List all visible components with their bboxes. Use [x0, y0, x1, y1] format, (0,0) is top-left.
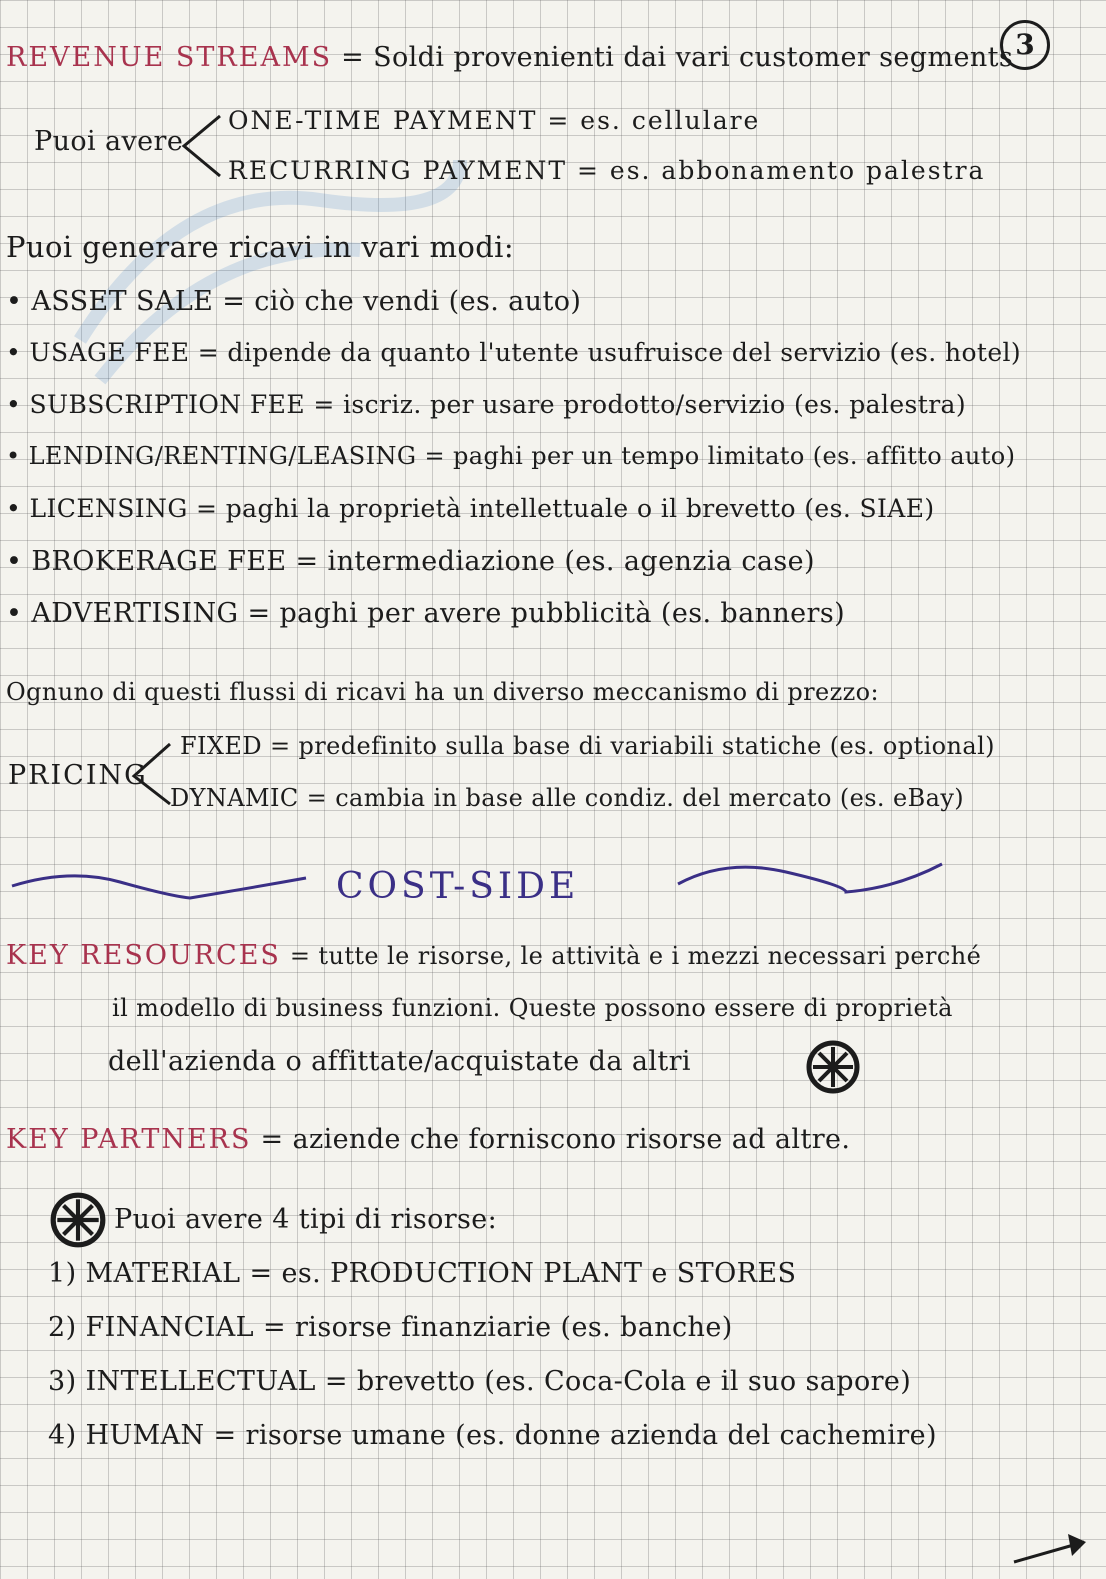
bullet: •	[6, 442, 21, 470]
way-licensing: LICENSING = paghi la proprietà intellettuale o il brevetto (es. SIAE)	[29, 494, 935, 523]
bullet: •	[6, 390, 22, 419]
pricing-intro: Ognuno di questi flussi di ricavi ha un diverso meccanismo di prezzo:	[6, 678, 880, 706]
list-item	[6, 598, 845, 629]
pricing-brace-icon	[128, 738, 174, 810]
way-brokerage-fee: BROKERAGE FEE = intermediazione (es. agenzia case)	[31, 546, 815, 577]
payment-one-time: ONE-TIME PAYMENT = es. cellulare	[228, 106, 761, 135]
pricing-fixed: FIXED = predefinito sulla base di variabili statiche (es. optional)	[180, 732, 995, 760]
way-subscription-fee: SUBSCRIPTION FEE = iscriz. per usare prodotto/servizio (es. palestra)	[29, 390, 967, 419]
right-wave-divider	[676, 850, 946, 900]
resource-type-human: 4) HUMAN = risorse umane (es. donne azienda del cachemire)	[48, 1420, 937, 1451]
revenue-streams-heading: REVENUE STREAMS	[6, 42, 333, 73]
list-item	[6, 390, 966, 419]
bullet: •	[6, 286, 23, 317]
resource-type-financial: 2) FINANCIAL = risorse finanziarie (es. banche)	[48, 1312, 733, 1343]
key-resources-line-2: il modello di business funzioni. Queste possono essere di proprietà	[112, 994, 953, 1022]
bullet: •	[6, 494, 22, 523]
ways-intro: Puoi generare ricavi in vari modi:	[6, 230, 515, 264]
bullet: •	[6, 598, 23, 629]
revenue-streams-definition: = Soldi provenienti dai vari customer segments	[341, 42, 1014, 73]
bullet: •	[6, 338, 22, 367]
list-item	[6, 494, 935, 523]
payment-recurring: RECURRING PAYMENT = es. abbonamento palestra	[228, 156, 986, 185]
asterisk-circle-icon	[48, 1190, 108, 1250]
list-item	[6, 546, 815, 577]
way-lending-renting-leasing: LENDING/RENTING/LEASING = paghi per un tempo limitato (es. affitto auto)	[28, 442, 1016, 470]
resource-type-intellectual: 3) INTELLECTUAL = brevetto (es. Coca-Cola e il suo sapore)	[48, 1366, 912, 1397]
cost-side-title: COST-SIDE	[336, 866, 580, 907]
way-asset-sale: ASSET SALE = ciò che vendi (es. auto)	[31, 286, 582, 317]
resource-types-intro: Puoi avere 4 tipi di risorse:	[114, 1204, 498, 1235]
pricing-label: PRICING	[8, 760, 148, 791]
way-usage-fee: USAGE FEE = dipende da quanto l'utente usufruisce del servizio (es. hotel)	[29, 338, 1022, 367]
resource-type-material: 1) MATERIAL = es. PRODUCTION PLANT e STORES	[48, 1258, 797, 1289]
bullet: •	[6, 546, 23, 577]
key-partners-heading: KEY PARTNERS	[6, 1124, 252, 1155]
pricing-dynamic: DYNAMIC = cambia in base alle condiz. del mercato (es. eBay)	[170, 784, 965, 812]
key-resources-line-1: = tutte le risorse, le attività e i mezzi necessari perché	[289, 942, 982, 970]
way-advertising: ADVERTISING = paghi per avere pubblicità (es. banners)	[31, 598, 846, 629]
key-resources-line-3: dell'azienda o affittate/acquistate da altri	[108, 1046, 691, 1077]
list-item	[6, 286, 581, 317]
payment-brace-icon	[178, 110, 224, 182]
payment-intro: Puoi avere	[34, 126, 184, 157]
key-resources-heading: KEY RESOURCES	[6, 940, 281, 971]
key-partners-definition: = aziende che forniscono risorse ad altre.	[260, 1124, 851, 1155]
list-item	[6, 442, 1015, 470]
page-number: 3	[1000, 20, 1050, 70]
next-page-arrow-icon	[1010, 1528, 1090, 1568]
list-item	[6, 338, 1021, 367]
asterisk-circle-icon	[804, 1038, 862, 1096]
left-wave-divider	[10, 858, 310, 908]
